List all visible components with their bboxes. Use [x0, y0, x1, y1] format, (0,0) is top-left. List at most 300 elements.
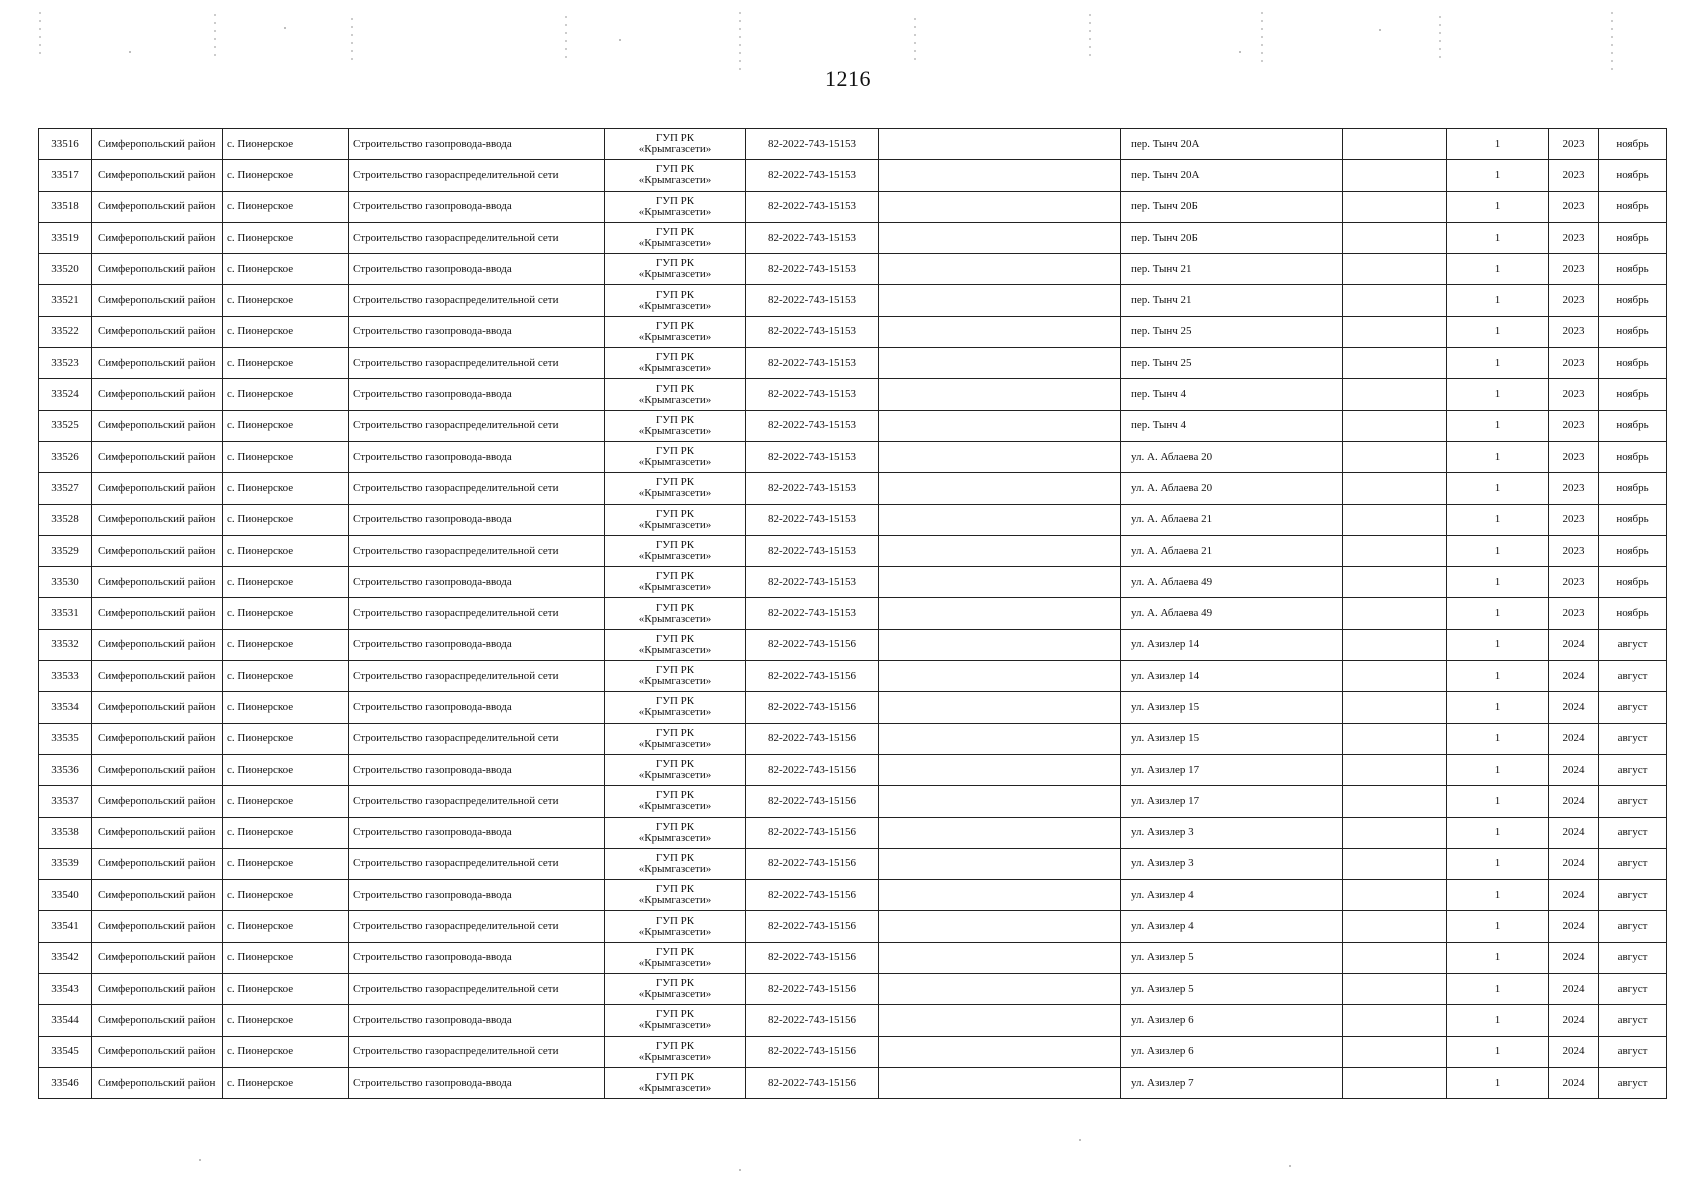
table-row [39, 222, 1667, 253]
organization-name-line2: «Крымгазсети» [638, 456, 712, 469]
address-cell: ул. Азизлер 17 [1121, 754, 1343, 785]
address-cell: ул. А. Аблаева 49 [1121, 567, 1343, 598]
table-row [39, 129, 1667, 160]
month-cell: ноябрь [1599, 160, 1667, 191]
year-cell: 2023 [1549, 222, 1599, 253]
blank-cell [879, 754, 1121, 785]
organization-name-line1: ГУП РК [655, 1008, 695, 1021]
quantity-cell: 1 [1447, 911, 1549, 942]
table-row [39, 379, 1667, 410]
blank-cell [1343, 567, 1447, 598]
district-cell: Симферопольский район [92, 692, 223, 723]
blank-cell [1343, 1067, 1447, 1098]
table-row [39, 942, 1667, 973]
quantity-cell: 1 [1447, 316, 1549, 347]
year-cell: 2023 [1549, 504, 1599, 535]
locality-cell: с. Пионерское [223, 379, 349, 410]
locality-cell: с. Пионерское [223, 880, 349, 911]
district-cell: Симферопольский район [92, 786, 223, 817]
organization-name-line1: ГУП РК [655, 351, 695, 364]
organization-cell [605, 817, 746, 848]
address-cell: ул. Азизлер 14 [1121, 629, 1343, 660]
registry-code-cell: 82-2022-743-15153 [746, 129, 879, 160]
organization-cell [605, 974, 746, 1005]
work-type-cell: Строительство газораспределительной сети [349, 285, 605, 316]
organization-name-line1: ГУП РК [655, 163, 695, 176]
organization-name-line1: ГУП РК [655, 1039, 695, 1052]
registry-code-cell: 82-2022-743-15156 [746, 692, 879, 723]
address-cell: ул. А. Аблаева 20 [1121, 473, 1343, 504]
row-number: 33523 [39, 348, 92, 379]
organization-cell [605, 661, 746, 692]
table-row [39, 880, 1667, 911]
table-row [39, 254, 1667, 285]
blank-cell [879, 473, 1121, 504]
address-cell: пер. Тынч 20А [1121, 160, 1343, 191]
blank-cell [879, 974, 1121, 1005]
year-cell: 2023 [1549, 379, 1599, 410]
month-cell: август [1599, 1067, 1667, 1098]
row-number: 33516 [39, 129, 92, 160]
month-cell: ноябрь [1599, 473, 1667, 504]
organization-name-line2: «Крымгазсети» [638, 393, 712, 406]
quantity-cell: 1 [1447, 473, 1549, 504]
organization-name-line1: ГУП РК [655, 226, 695, 239]
organization-name-line1: ГУП РК [655, 194, 695, 207]
year-cell: 2024 [1549, 880, 1599, 911]
row-number: 33545 [39, 1036, 92, 1067]
organization-cell [605, 535, 746, 566]
address-cell: ул. Азизлер 14 [1121, 661, 1343, 692]
organization-cell [605, 285, 746, 316]
address-cell: ул. Азизлер 15 [1121, 692, 1343, 723]
locality-cell: с. Пионерское [223, 848, 349, 879]
registry-code-cell: 82-2022-743-15156 [746, 1005, 879, 1036]
blank-cell [879, 316, 1121, 347]
address-cell: ул. Азизлер 5 [1121, 974, 1343, 1005]
blank-cell [1343, 974, 1447, 1005]
year-cell: 2023 [1549, 254, 1599, 285]
work-type-cell: Строительство газопровода-ввода [349, 1067, 605, 1098]
organization-cell [605, 567, 746, 598]
work-type-cell: Строительство газораспределительной сети [349, 222, 605, 253]
work-type-cell: Строительство газораспределительной сети [349, 1036, 605, 1067]
district-cell: Симферопольский район [92, 723, 223, 754]
address-cell: пер. Тынч 20Б [1121, 191, 1343, 222]
table-row [39, 316, 1667, 347]
quantity-cell: 1 [1447, 160, 1549, 191]
row-number: 33542 [39, 942, 92, 973]
organization-name-line1: ГУП РК [655, 945, 695, 958]
organization-name-line1: ГУП РК [655, 445, 695, 458]
row-number: 33536 [39, 754, 92, 785]
month-cell: ноябрь [1599, 379, 1667, 410]
organization-cell [605, 911, 746, 942]
quantity-cell: 1 [1447, 848, 1549, 879]
blank-cell [1343, 348, 1447, 379]
organization-name-line1: ГУП РК [655, 726, 695, 739]
blank-cell [1343, 410, 1447, 441]
quantity-cell: 1 [1447, 661, 1549, 692]
address-cell: ул. Азизлер 3 [1121, 848, 1343, 879]
quantity-cell: 1 [1447, 1067, 1549, 1098]
registry-code-cell: 82-2022-743-15156 [746, 848, 879, 879]
blank-cell [879, 160, 1121, 191]
locality-cell: с. Пионерское [223, 567, 349, 598]
month-cell: ноябрь [1599, 567, 1667, 598]
address-cell: ул. Азизлер 6 [1121, 1036, 1343, 1067]
table-row [39, 974, 1667, 1005]
registry-code-cell: 82-2022-743-15153 [746, 410, 879, 441]
table-row [39, 535, 1667, 566]
locality-cell: с. Пионерское [223, 535, 349, 566]
work-type-cell: Строительство газопровода-ввода [349, 316, 605, 347]
organization-name-line2: «Крымгазсети» [638, 1082, 712, 1095]
district-cell: Симферопольский район [92, 817, 223, 848]
district-cell: Симферопольский район [92, 441, 223, 472]
table-row [39, 441, 1667, 472]
locality-cell: с. Пионерское [223, 629, 349, 660]
quantity-cell: 1 [1447, 535, 1549, 566]
locality-cell: с. Пионерское [223, 160, 349, 191]
registry-code-cell: 82-2022-743-15153 [746, 504, 879, 535]
blank-cell [1343, 535, 1447, 566]
work-type-cell: Строительство газопровода-ввода [349, 567, 605, 598]
work-type-cell: Строительство газораспределительной сети [349, 598, 605, 629]
address-cell: пер. Тынч 21 [1121, 254, 1343, 285]
month-cell: ноябрь [1599, 254, 1667, 285]
district-cell: Симферопольский район [92, 754, 223, 785]
organization-name-line2: «Крымгазсети» [638, 550, 712, 562]
district-cell: Симферопольский район [92, 911, 223, 942]
table-row [39, 786, 1667, 817]
locality-cell: с. Пионерское [223, 942, 349, 973]
organization-name-line2: «Крымгазсети» [638, 205, 712, 218]
work-type-cell: Строительство газораспределительной сети [349, 723, 605, 754]
registry-code-cell: 82-2022-743-15156 [746, 786, 879, 817]
blank-cell [879, 410, 1121, 441]
year-cell: 2023 [1549, 285, 1599, 316]
organization-cell [605, 754, 746, 785]
district-cell: Симферопольский район [92, 661, 223, 692]
month-cell: август [1599, 848, 1667, 879]
month-cell: ноябрь [1599, 504, 1667, 535]
blank-cell [879, 598, 1121, 629]
organization-name-line2: «Крымгазсети» [638, 612, 712, 625]
organization-name-line2: «Крымгазсети» [638, 268, 712, 281]
district-cell: Симферопольский район [92, 1067, 223, 1098]
registry-code-cell: 82-2022-743-15156 [746, 942, 879, 973]
month-cell: август [1599, 692, 1667, 723]
table-row [39, 723, 1667, 754]
organization-name-line2: «Крымгазсети» [638, 894, 712, 907]
district-cell: Симферопольский район [92, 316, 223, 347]
organization-name-line1: ГУП РК [655, 601, 695, 614]
locality-cell: с. Пионерское [223, 254, 349, 285]
month-cell: ноябрь [1599, 598, 1667, 629]
row-number: 33527 [39, 473, 92, 504]
row-number: 33533 [39, 661, 92, 692]
organization-name-line1: ГУП РК [655, 695, 695, 708]
year-cell: 2024 [1549, 692, 1599, 723]
row-number: 33537 [39, 786, 92, 817]
quantity-cell: 1 [1447, 129, 1549, 160]
row-number: 33535 [39, 723, 92, 754]
address-cell: пер. Тынч 21 [1121, 285, 1343, 316]
year-cell: 2023 [1549, 191, 1599, 222]
organization-name-line2: «Крымгазсети» [638, 769, 712, 782]
blank-cell [1343, 786, 1447, 817]
table-row [39, 567, 1667, 598]
address-cell: ул. А. Аблаева 21 [1121, 504, 1343, 535]
blank-cell [1343, 723, 1447, 754]
work-type-cell: Строительство газораспределительной сети [349, 160, 605, 191]
quantity-cell: 1 [1447, 817, 1549, 848]
table-row [39, 629, 1667, 660]
organization-name-line1: ГУП РК [655, 851, 695, 864]
organization-name-line1: ГУП РК [655, 132, 695, 145]
month-cell: август [1599, 723, 1667, 754]
year-cell: 2024 [1549, 911, 1599, 942]
organization-name-line1: ГУП РК [655, 1071, 695, 1084]
work-type-cell: Строительство газораспределительной сети [349, 974, 605, 1005]
blank-cell [1343, 911, 1447, 942]
blank-cell [879, 567, 1121, 598]
registry-code-cell: 82-2022-743-15156 [746, 723, 879, 754]
work-type-cell: Строительство газопровода-ввода [349, 754, 605, 785]
organization-name-line1: ГУП РК [655, 319, 695, 332]
address-cell: ул. Азизлер 17 [1121, 786, 1343, 817]
blank-cell [879, 504, 1121, 535]
organization-name-line2: «Крымгазсети» [638, 1019, 712, 1032]
table-row [39, 473, 1667, 504]
blank-cell [1343, 754, 1447, 785]
quantity-cell: 1 [1447, 1036, 1549, 1067]
organization-name-line2: «Крымгазсети» [638, 424, 712, 437]
blank-cell [879, 254, 1121, 285]
table-row [39, 598, 1667, 629]
row-number: 33524 [39, 379, 92, 410]
registry-code-cell: 82-2022-743-15153 [746, 598, 879, 629]
table-row [39, 285, 1667, 316]
organization-name-line1: ГУП РК [655, 413, 695, 426]
table-row [39, 160, 1667, 191]
organization-name-line1: ГУП РК [655, 632, 695, 645]
row-number: 33541 [39, 911, 92, 942]
month-cell: август [1599, 661, 1667, 692]
blank-cell [879, 786, 1121, 817]
work-type-cell: Строительство газораспределительной сети [349, 911, 605, 942]
locality-cell: с. Пионерское [223, 723, 349, 754]
district-cell: Симферопольский район [92, 942, 223, 973]
organization-cell [605, 473, 746, 504]
blank-cell [1343, 254, 1447, 285]
district-cell: Симферопольский район [92, 254, 223, 285]
organization-name-line2: «Крымгазсети» [638, 143, 712, 156]
table-row [39, 1067, 1667, 1098]
organization-cell [605, 348, 746, 379]
locality-cell: с. Пионерское [223, 410, 349, 441]
table-row [39, 191, 1667, 222]
row-number: 33526 [39, 441, 92, 472]
registry-code-cell: 82-2022-743-15156 [746, 661, 879, 692]
locality-cell: с. Пионерское [223, 441, 349, 472]
organization-name-line2: «Крымгазсети» [638, 487, 712, 500]
table-row [39, 911, 1667, 942]
address-cell: ул. А. Аблаева 21 [1121, 535, 1343, 566]
year-cell: 2024 [1549, 1005, 1599, 1036]
address-cell: пер. Тынч 4 [1121, 379, 1343, 410]
organization-cell [605, 379, 746, 410]
address-cell: пер. Тынч 25 [1121, 348, 1343, 379]
locality-cell: с. Пионерское [223, 129, 349, 160]
blank-cell [1343, 160, 1447, 191]
organization-name-line2: «Крымгазсети» [638, 988, 712, 1001]
table-row [39, 817, 1667, 848]
year-cell: 2024 [1549, 661, 1599, 692]
quantity-cell: 1 [1447, 504, 1549, 535]
quantity-cell: 1 [1447, 629, 1549, 660]
quantity-cell: 1 [1447, 441, 1549, 472]
work-type-cell: Строительство газопровода-ввода [349, 1005, 605, 1036]
registry-table [38, 128, 1667, 1099]
work-type-cell: Строительство газопровода-ввода [349, 129, 605, 160]
year-cell: 2024 [1549, 1067, 1599, 1098]
locality-cell: с. Пионерское [223, 504, 349, 535]
locality-cell: с. Пионерское [223, 285, 349, 316]
organization-cell [605, 222, 746, 253]
locality-cell: с. Пионерское [223, 974, 349, 1005]
blank-cell [879, 661, 1121, 692]
registry-code-cell: 82-2022-743-15153 [746, 316, 879, 347]
blank-cell [1343, 848, 1447, 879]
table-row [39, 754, 1667, 785]
quantity-cell: 1 [1447, 754, 1549, 785]
month-cell: август [1599, 786, 1667, 817]
table-row [39, 848, 1667, 879]
work-type-cell: Строительство газораспределительной сети [349, 535, 605, 566]
organization-name-line1: ГУП РК [655, 977, 695, 990]
district-cell: Симферопольский район [92, 567, 223, 598]
organization-name-line1: ГУП РК [655, 257, 695, 270]
blank-cell [879, 723, 1121, 754]
work-type-cell: Строительство газопровода-ввода [349, 880, 605, 911]
organization-cell [605, 160, 746, 191]
organization-name-line2: «Крымгазсети» [638, 956, 712, 969]
year-cell: 2024 [1549, 786, 1599, 817]
address-cell: пер. Тынч 20Б [1121, 222, 1343, 253]
locality-cell: с. Пионерское [223, 1036, 349, 1067]
organization-name-line2: «Крымгазсети» [638, 737, 712, 750]
year-cell: 2023 [1549, 535, 1599, 566]
row-number: 33531 [39, 598, 92, 629]
work-type-cell: Строительство газораспределительной сети [349, 410, 605, 441]
district-cell: Симферопольский район [92, 535, 223, 566]
year-cell: 2023 [1549, 348, 1599, 379]
address-cell: пер. Тынч 4 [1121, 410, 1343, 441]
year-cell: 2024 [1549, 817, 1599, 848]
month-cell: август [1599, 1005, 1667, 1036]
month-cell: ноябрь [1599, 410, 1667, 441]
month-cell: август [1599, 817, 1667, 848]
blank-cell [879, 880, 1121, 911]
year-cell: 2024 [1549, 974, 1599, 1005]
month-cell: август [1599, 911, 1667, 942]
organization-name-line2: «Крымгазсети» [638, 518, 712, 531]
organization-name-line1: ГУП РК [655, 382, 695, 395]
address-cell: ул. Азизлер 3 [1121, 817, 1343, 848]
blank-cell [879, 692, 1121, 723]
organization-name-line1: ГУП РК [655, 664, 695, 677]
year-cell: 2023 [1549, 160, 1599, 191]
address-cell: пер. Тынч 20А [1121, 129, 1343, 160]
locality-cell: с. Пионерское [223, 316, 349, 347]
blank-cell [1343, 598, 1447, 629]
organization-name-line2: «Крымгазсети» [638, 675, 712, 688]
table-row [39, 692, 1667, 723]
blank-cell [1343, 817, 1447, 848]
organization-name-line1: ГУП РК [655, 820, 695, 833]
district-cell: Симферопольский район [92, 1005, 223, 1036]
organization-name-line2: «Крымгазсети» [638, 862, 712, 875]
address-cell: ул. Азизлер 4 [1121, 880, 1343, 911]
year-cell: 2023 [1549, 129, 1599, 160]
blank-cell [879, 942, 1121, 973]
work-type-cell: Строительство газораспределительной сети [349, 348, 605, 379]
organization-name-line2: «Крымгазсети» [638, 362, 712, 375]
registry-code-cell: 82-2022-743-15156 [746, 1067, 879, 1098]
registry-code-cell: 82-2022-743-15153 [746, 160, 879, 191]
district-cell: Симферопольский район [92, 410, 223, 441]
blank-cell [879, 911, 1121, 942]
work-type-cell: Строительство газораспределительной сети [349, 473, 605, 504]
work-type-cell: Строительство газопровода-ввода [349, 942, 605, 973]
work-type-cell: Строительство газопровода-ввода [349, 191, 605, 222]
organization-name-line2: «Крымгазсети» [638, 330, 712, 343]
blank-cell [879, 348, 1121, 379]
organization-name-line1: ГУП РК [655, 476, 695, 489]
registry-code-cell: 82-2022-743-15156 [746, 974, 879, 1005]
blank-cell [879, 535, 1121, 566]
locality-cell: с. Пионерское [223, 191, 349, 222]
organization-cell [605, 410, 746, 441]
work-type-cell: Строительство газопровода-ввода [349, 254, 605, 285]
blank-cell [1343, 629, 1447, 660]
month-cell: ноябрь [1599, 222, 1667, 253]
row-number: 33528 [39, 504, 92, 535]
address-cell: ул. Азизлер 5 [1121, 942, 1343, 973]
quantity-cell: 1 [1447, 348, 1549, 379]
locality-cell: с. Пионерское [223, 598, 349, 629]
organization-cell [605, 786, 746, 817]
month-cell: август [1599, 629, 1667, 660]
blank-cell [1343, 285, 1447, 316]
year-cell: 2023 [1549, 441, 1599, 472]
year-cell: 2023 [1549, 567, 1599, 598]
address-cell: пер. Тынч 25 [1121, 316, 1343, 347]
table-row [39, 348, 1667, 379]
quantity-cell: 1 [1447, 942, 1549, 973]
registry-code-cell: 82-2022-743-15153 [746, 473, 879, 504]
blank-cell [1343, 129, 1447, 160]
quantity-cell: 1 [1447, 1005, 1549, 1036]
blank-cell [879, 222, 1121, 253]
quantity-cell: 1 [1447, 974, 1549, 1005]
month-cell: август [1599, 754, 1667, 785]
blank-cell [879, 1067, 1121, 1098]
registry-rows [39, 129, 1667, 1099]
quantity-cell: 1 [1447, 379, 1549, 410]
